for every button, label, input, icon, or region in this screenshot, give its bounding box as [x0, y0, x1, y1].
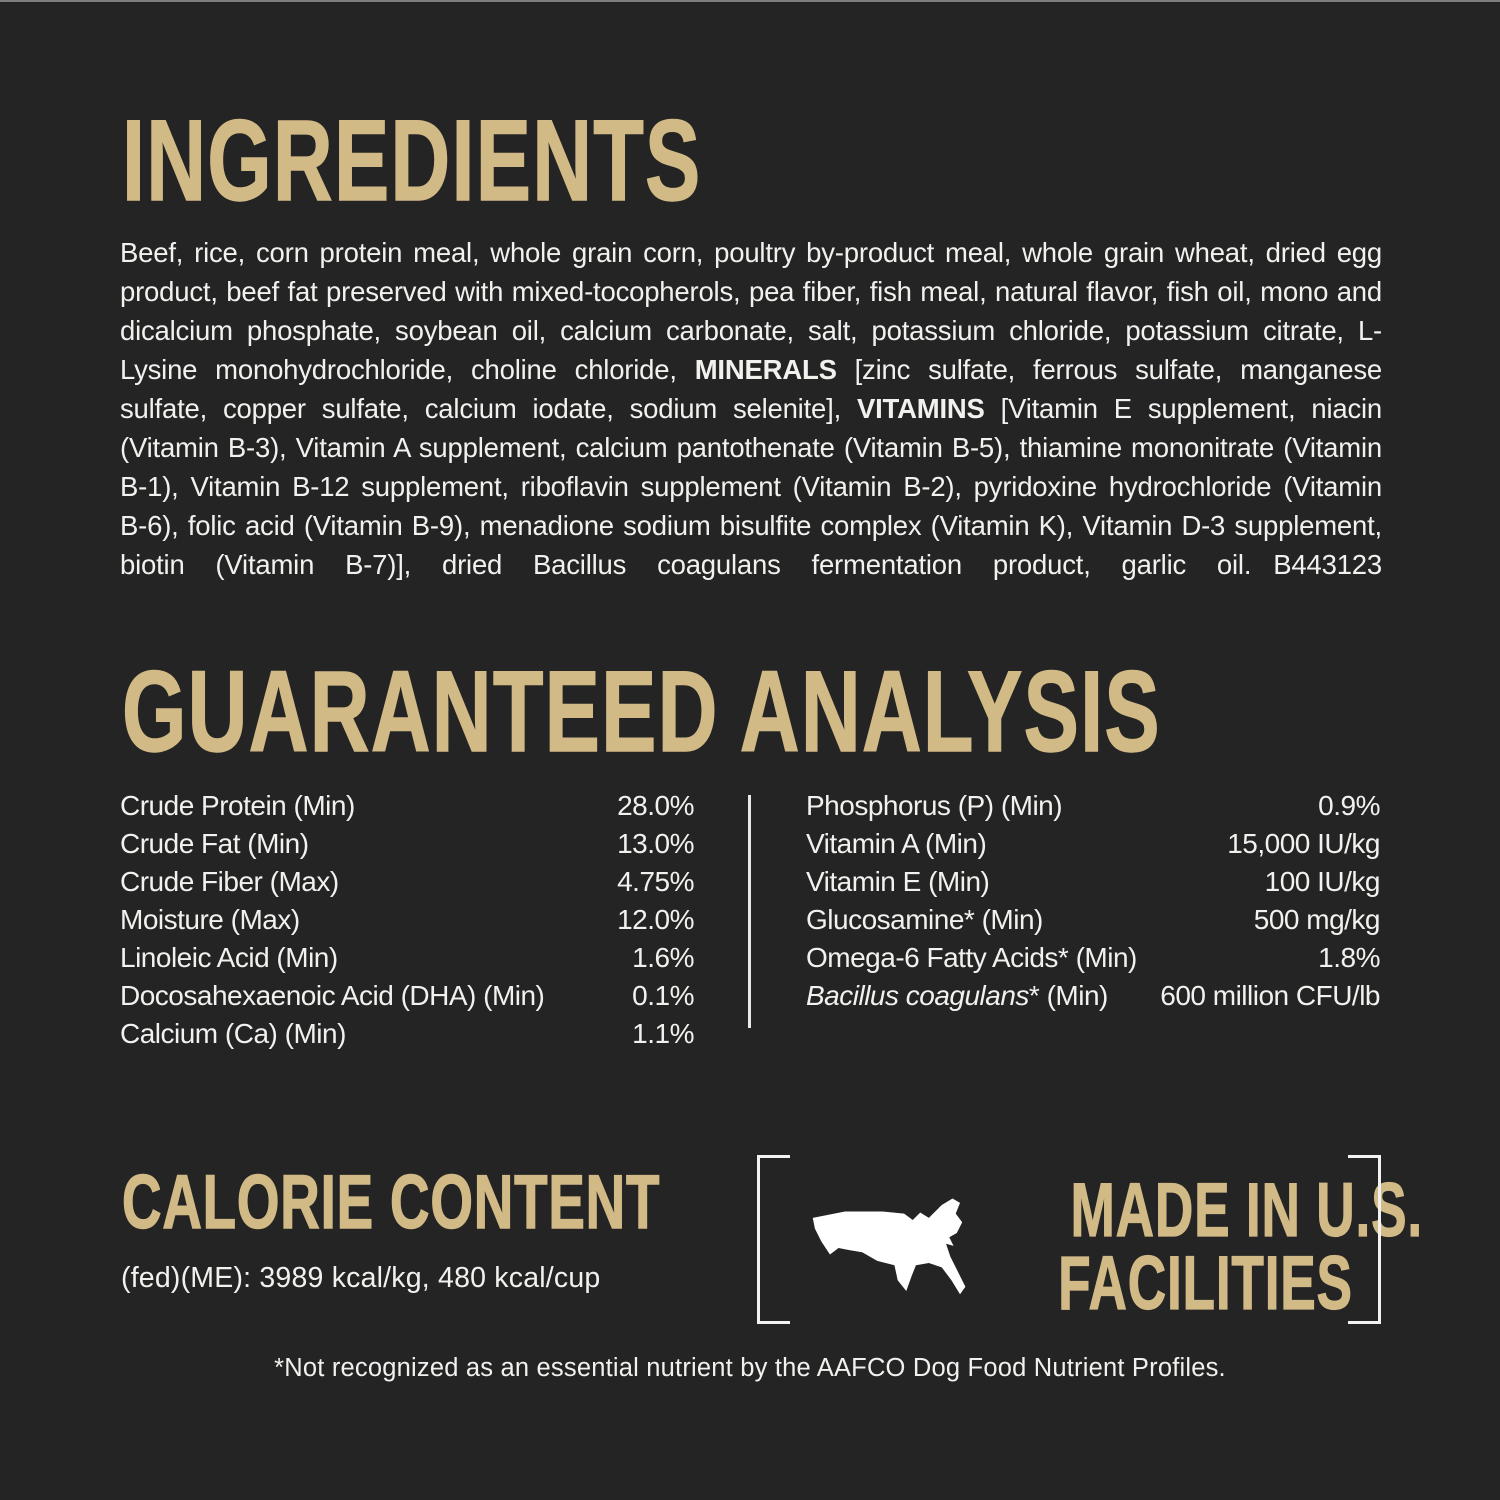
analysis-row	[806, 866, 1380, 904]
ingredients-text-segment: [Vitamin E supplement, niacin (Vitamin B-3), Vitamin A supplement, calcium pantothenate (Vitamin B-5), thiamine mononitrate (Vitamin B-1), Vitamin B-12 supplement, riboflavin supplement (Vitamin B-2), pyridoxine hydrochloride (Vitamin B-6), folic acid (Vitamin B-9), menadione sodium bisulfite complex (Vitamin K), Vitamin D-3 supplement, biotin (Vitamin B-7)], dried Bacillus coagulans fermentation product, garlic oil.	[120, 393, 1383, 580]
analysis-row	[120, 790, 694, 828]
ingredients-list	[120, 233, 1382, 584]
analysis-label: Crude Protein (Min)	[120, 790, 355, 821]
analysis-row	[120, 980, 694, 1018]
analysis-value: 28.0%	[617, 790, 694, 821]
analysis-label: Vitamin E (Min)	[806, 866, 990, 897]
analysis-row	[120, 828, 694, 866]
analysis-label: Crude Fiber (Max)	[120, 866, 339, 897]
minerals-label: MINERALS	[694, 354, 837, 385]
analysis-value: 1.8%	[1318, 942, 1380, 973]
left-bracket-decoration	[757, 1155, 790, 1324]
batch-code: B443123	[1273, 549, 1382, 580]
analysis-label: Crude Fat (Min)	[120, 828, 309, 859]
analysis-label: Moisture (Max)	[120, 904, 300, 935]
analysis-value: 15,000 IU/kg	[1227, 828, 1380, 859]
analysis-label-italic: Bacillus coagulans	[806, 980, 1029, 1011]
made-in-us-line2: FACILITIES	[1058, 1241, 1353, 1326]
ingredients-text-segment: [zinc sulfate, ferrous sulfate, manganese sulfate, copper sulfate, calcium iodate, sodium selenite],	[120, 354, 1382, 424]
right-bracket-decoration	[1348, 1155, 1381, 1324]
analysis-value: 0.9%	[1318, 790, 1380, 821]
analysis-row	[806, 980, 1380, 1018]
analysis-value: 13.0%	[617, 828, 694, 859]
top-edge-highlight	[0, 0, 1500, 2]
analysis-value: 1.6%	[632, 942, 694, 973]
usa-map-icon	[802, 1186, 974, 1310]
analysis-label: Linoleic Acid (Min)	[120, 942, 338, 973]
analysis-label: Vitamin A (Min)	[806, 828, 987, 859]
calorie-content-value: (fed)(ME): 3989 kcal/kg, 480 kcal/cup	[121, 1262, 601, 1294]
analysis-label: Phosphorus (P) (Min)	[806, 790, 1063, 821]
guaranteed-analysis-heading: GUARANTEED ANALYSIS	[122, 648, 1161, 776]
made-in-us-block	[995, 1168, 1423, 1326]
analysis-value: 4.75%	[617, 866, 694, 897]
analysis-value: 500 mg/kg	[1253, 904, 1380, 935]
analysis-value: 600 million CFU/lb	[1160, 980, 1380, 1011]
analysis-row	[806, 828, 1380, 866]
analysis-label: Bacillus coagulans* (Min)	[806, 980, 1108, 1011]
analysis-row	[806, 904, 1380, 942]
ingredients-text-segment: Beef, rice, corn protein meal, whole grain corn, poultry by-product meal, whole grain wheat, dried egg product, beef fat preserved with mixed-tocopherols, pea fiber, fish meal, natural flavor, fish oil, mono and dicalcium phosphate, soybean oil, calcium carbonate, salt, potassium chloride, potassium citrate, L-Lysine monohydrochloride, choline chloride,	[120, 237, 1382, 385]
analysis-label: Calcium (Ca) (Min)	[120, 1018, 346, 1049]
analysis-row	[120, 866, 694, 904]
analysis-value: 12.0%	[617, 904, 694, 935]
analysis-label: Docosahexaenoic Acid (DHA) (Min)	[120, 980, 545, 1011]
analysis-row	[806, 942, 1380, 980]
analysis-row	[120, 1018, 694, 1056]
ingredients-heading: INGREDIENTS	[122, 97, 702, 225]
analysis-row	[806, 790, 1380, 828]
made-in-us-line1: MADE IN U.S.	[1070, 1168, 1423, 1253]
calorie-content-heading: CALORIE CONTENT	[122, 1160, 661, 1245]
analysis-row	[120, 904, 694, 942]
analysis-row	[120, 942, 694, 980]
column-divider	[748, 795, 751, 1028]
analysis-left-column	[120, 790, 694, 1056]
analysis-value: 0.1%	[632, 980, 694, 1011]
analysis-label: Omega-6 Fatty Acids* (Min)	[806, 942, 1137, 973]
analysis-value: 100 IU/kg	[1264, 866, 1380, 897]
vitamins-label: VITAMINS	[856, 393, 985, 424]
analysis-right-column	[806, 790, 1380, 1018]
analysis-value: 1.1%	[632, 1018, 694, 1049]
aafco-footnote: *Not recognized as an essential nutrient by the AAFCO Dog Food Nutrient Profiles.	[274, 1354, 1226, 1382]
analysis-label: Glucosamine* (Min)	[806, 904, 1043, 935]
